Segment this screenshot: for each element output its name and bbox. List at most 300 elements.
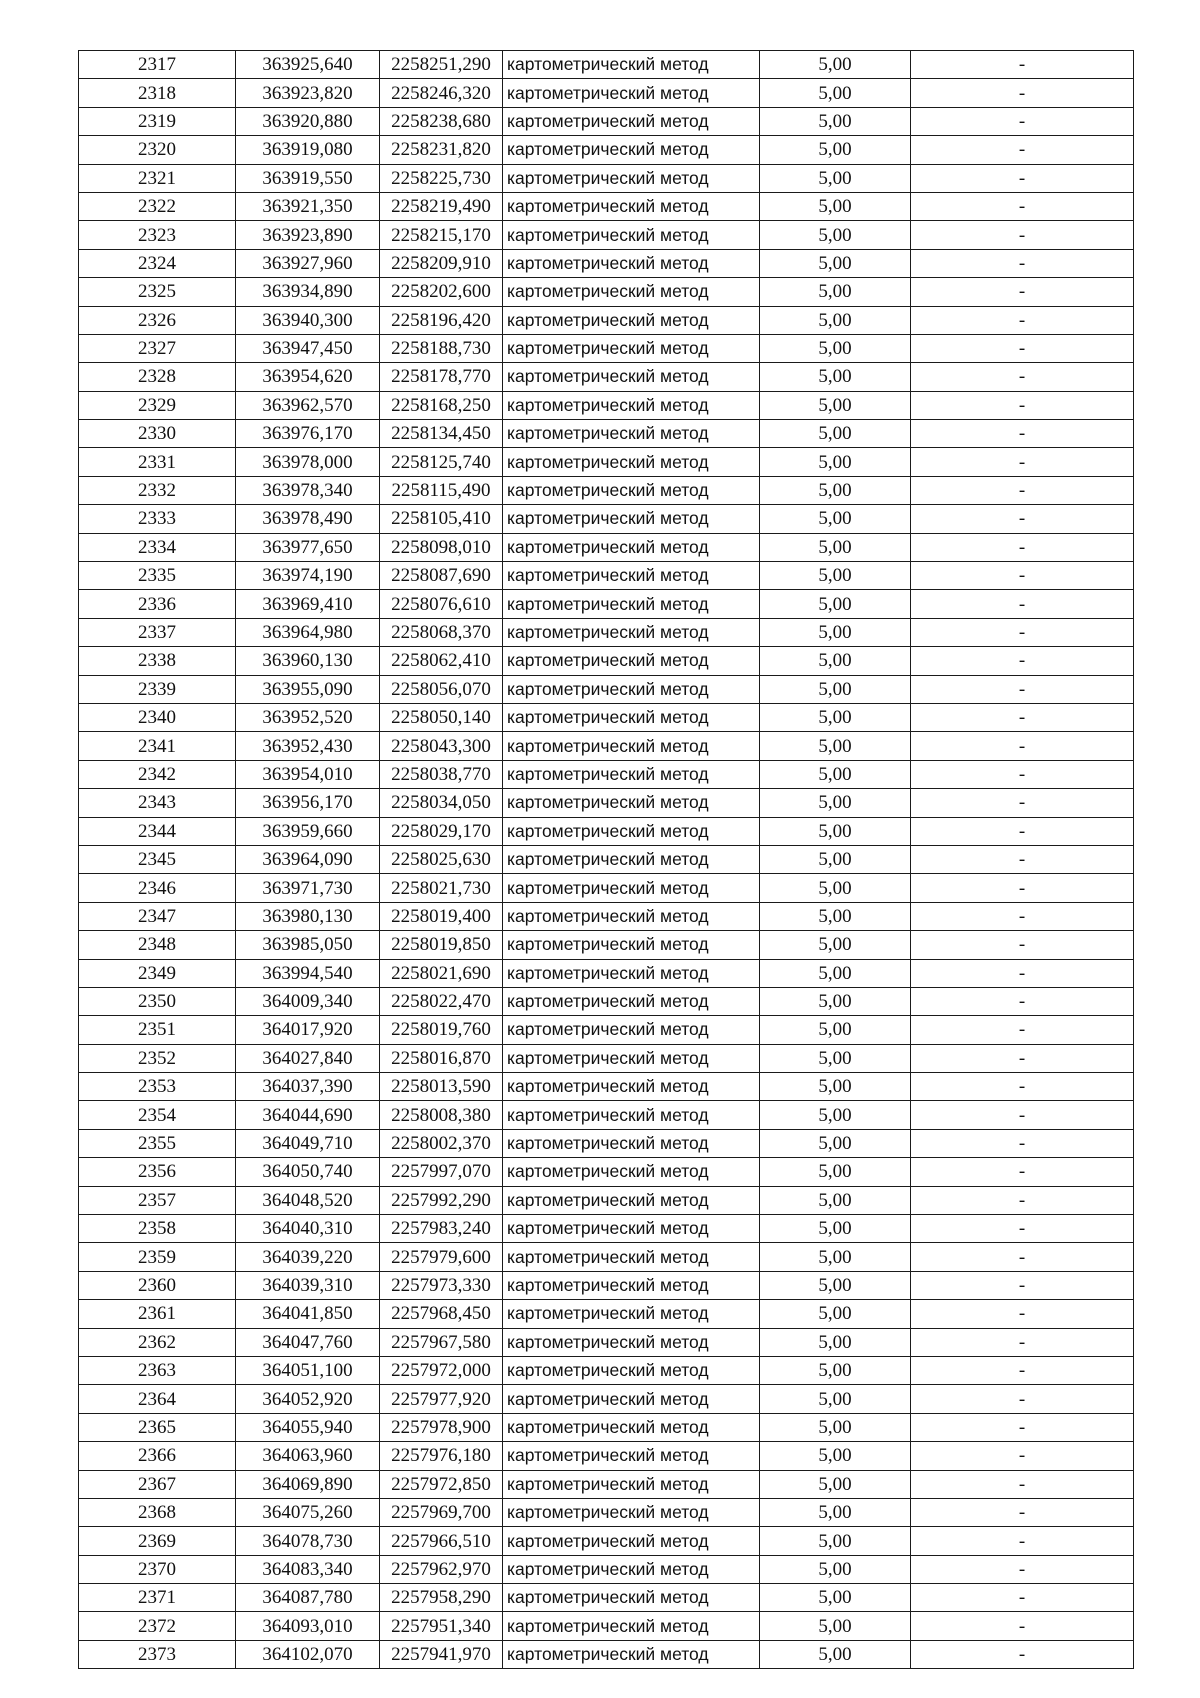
x-coordinate-cell: 363940,300: [236, 306, 380, 334]
method-cell: картометрический метод: [503, 817, 760, 845]
y-coordinate-cell: 2257967,580: [380, 1328, 503, 1356]
point-number-cell: 2343: [79, 789, 236, 817]
x-coordinate-cell: 364083,340: [236, 1555, 380, 1583]
note-cell: -: [911, 192, 1134, 220]
note-cell: -: [911, 1470, 1134, 1498]
point-number-cell: 2336: [79, 590, 236, 618]
accuracy-cell: 5,00: [760, 1442, 911, 1470]
x-coordinate-cell: 363919,550: [236, 164, 380, 192]
accuracy-cell: 5,00: [760, 1243, 911, 1271]
y-coordinate-cell: 2258016,870: [380, 1044, 503, 1072]
accuracy-cell: 5,00: [760, 334, 911, 362]
coordinates-table: [78, 50, 1134, 1669]
note-cell: -: [911, 703, 1134, 731]
accuracy-cell: 5,00: [760, 1158, 911, 1186]
y-coordinate-cell: 2258168,250: [380, 391, 503, 419]
y-coordinate-cell: 2258013,590: [380, 1073, 503, 1101]
table-row: [79, 1158, 1134, 1186]
point-number-cell: 2341: [79, 732, 236, 760]
x-coordinate-cell: 363919,080: [236, 136, 380, 164]
y-coordinate-cell: 2257976,180: [380, 1442, 503, 1470]
note-cell: -: [911, 533, 1134, 561]
table-row: [79, 476, 1134, 504]
y-coordinate-cell: 2258098,010: [380, 533, 503, 561]
y-coordinate-cell: 2258225,730: [380, 164, 503, 192]
table-body: [79, 51, 1134, 1669]
note-cell: -: [911, 1498, 1134, 1526]
x-coordinate-cell: 364093,010: [236, 1612, 380, 1640]
note-cell: -: [911, 902, 1134, 930]
x-coordinate-cell: 364075,260: [236, 1498, 380, 1526]
note-cell: -: [911, 249, 1134, 277]
note-cell: -: [911, 1044, 1134, 1072]
method-cell: картометрический метод: [503, 221, 760, 249]
method-cell: картометрический метод: [503, 1498, 760, 1526]
y-coordinate-cell: 2258034,050: [380, 789, 503, 817]
method-cell: картометрический метод: [503, 79, 760, 107]
y-coordinate-cell: 2258019,850: [380, 931, 503, 959]
table-row: [79, 732, 1134, 760]
y-coordinate-cell: 2258125,740: [380, 448, 503, 476]
point-number-cell: 2356: [79, 1158, 236, 1186]
note-cell: -: [911, 334, 1134, 362]
point-number-cell: 2326: [79, 306, 236, 334]
accuracy-cell: 5,00: [760, 1555, 911, 1583]
y-coordinate-cell: 2258019,400: [380, 902, 503, 930]
table-row: [79, 249, 1134, 277]
table-row: [79, 79, 1134, 107]
y-coordinate-cell: 2258021,690: [380, 959, 503, 987]
note-cell: -: [911, 1442, 1134, 1470]
table-row: [79, 1584, 1134, 1612]
x-coordinate-cell: 364069,890: [236, 1470, 380, 1498]
note-cell: -: [911, 1158, 1134, 1186]
note-cell: -: [911, 448, 1134, 476]
note-cell: -: [911, 164, 1134, 192]
point-number-cell: 2328: [79, 363, 236, 391]
note-cell: -: [911, 476, 1134, 504]
point-number-cell: 2319: [79, 107, 236, 135]
table-row: [79, 1186, 1134, 1214]
table-row: [79, 334, 1134, 362]
note-cell: -: [911, 79, 1134, 107]
accuracy-cell: 5,00: [760, 164, 911, 192]
y-coordinate-cell: 2258076,610: [380, 590, 503, 618]
note-cell: -: [911, 51, 1134, 79]
accuracy-cell: 5,00: [760, 647, 911, 675]
point-number-cell: 2318: [79, 79, 236, 107]
accuracy-cell: 5,00: [760, 732, 911, 760]
y-coordinate-cell: 2258238,680: [380, 107, 503, 135]
method-cell: картометрический метод: [503, 590, 760, 618]
x-coordinate-cell: 364063,960: [236, 1442, 380, 1470]
x-coordinate-cell: 363969,410: [236, 590, 380, 618]
point-number-cell: 2335: [79, 562, 236, 590]
y-coordinate-cell: 2257951,340: [380, 1612, 503, 1640]
table-row: [79, 306, 1134, 334]
method-cell: картометрический метод: [503, 476, 760, 504]
x-coordinate-cell: 363964,090: [236, 845, 380, 873]
method-cell: картометрический метод: [503, 1584, 760, 1612]
y-coordinate-cell: 2258178,770: [380, 363, 503, 391]
x-coordinate-cell: 364044,690: [236, 1101, 380, 1129]
x-coordinate-cell: 363977,650: [236, 533, 380, 561]
point-number-cell: 2352: [79, 1044, 236, 1072]
accuracy-cell: 5,00: [760, 618, 911, 646]
note-cell: -: [911, 1186, 1134, 1214]
point-number-cell: 2324: [79, 249, 236, 277]
accuracy-cell: 5,00: [760, 1215, 911, 1243]
table-row: [79, 590, 1134, 618]
method-cell: картометрический метод: [503, 618, 760, 646]
accuracy-cell: 5,00: [760, 703, 911, 731]
y-coordinate-cell: 2257969,700: [380, 1498, 503, 1526]
note-cell: -: [911, 136, 1134, 164]
accuracy-cell: 5,00: [760, 51, 911, 79]
accuracy-cell: 5,00: [760, 363, 911, 391]
accuracy-cell: 5,00: [760, 1016, 911, 1044]
y-coordinate-cell: 2258068,370: [380, 618, 503, 646]
accuracy-cell: 5,00: [760, 590, 911, 618]
y-coordinate-cell: 2258062,410: [380, 647, 503, 675]
y-coordinate-cell: 2258021,730: [380, 874, 503, 902]
point-number-cell: 2345: [79, 845, 236, 873]
accuracy-cell: 5,00: [760, 278, 911, 306]
x-coordinate-cell: 363971,730: [236, 874, 380, 902]
y-coordinate-cell: 2257962,970: [380, 1555, 503, 1583]
note-cell: -: [911, 1101, 1134, 1129]
point-number-cell: 2349: [79, 959, 236, 987]
accuracy-cell: 5,00: [760, 249, 911, 277]
x-coordinate-cell: 364087,780: [236, 1584, 380, 1612]
method-cell: картометрический метод: [503, 1640, 760, 1668]
method-cell: картометрический метод: [503, 278, 760, 306]
point-number-cell: 2346: [79, 874, 236, 902]
method-cell: картометрический метод: [503, 1271, 760, 1299]
method-cell: картометрический метод: [503, 1073, 760, 1101]
accuracy-cell: 5,00: [760, 675, 911, 703]
table-row: [79, 1101, 1134, 1129]
y-coordinate-cell: 2257973,330: [380, 1271, 503, 1299]
note-cell: -: [911, 1555, 1134, 1583]
accuracy-cell: 5,00: [760, 79, 911, 107]
method-cell: картометрический метод: [503, 1385, 760, 1413]
x-coordinate-cell: 363952,430: [236, 732, 380, 760]
accuracy-cell: 5,00: [760, 1413, 911, 1441]
note-cell: -: [911, 1413, 1134, 1441]
note-cell: -: [911, 1243, 1134, 1271]
point-number-cell: 2331: [79, 448, 236, 476]
table-row: [79, 505, 1134, 533]
note-cell: -: [911, 391, 1134, 419]
point-number-cell: 2322: [79, 192, 236, 220]
x-coordinate-cell: 364078,730: [236, 1527, 380, 1555]
x-coordinate-cell: 363994,540: [236, 959, 380, 987]
method-cell: картометрический метод: [503, 562, 760, 590]
accuracy-cell: 5,00: [760, 306, 911, 334]
x-coordinate-cell: 364017,920: [236, 1016, 380, 1044]
point-number-cell: 2321: [79, 164, 236, 192]
point-number-cell: 2333: [79, 505, 236, 533]
table-row: [79, 618, 1134, 646]
x-coordinate-cell: 363925,640: [236, 51, 380, 79]
method-cell: картометрический метод: [503, 1470, 760, 1498]
y-coordinate-cell: 2258251,290: [380, 51, 503, 79]
x-coordinate-cell: 363954,620: [236, 363, 380, 391]
y-coordinate-cell: 2257958,290: [380, 1584, 503, 1612]
table-row: [79, 703, 1134, 731]
accuracy-cell: 5,00: [760, 192, 911, 220]
method-cell: картометрический метод: [503, 1243, 760, 1271]
point-number-cell: 2354: [79, 1101, 236, 1129]
point-number-cell: 2327: [79, 334, 236, 362]
method-cell: картометрический метод: [503, 1442, 760, 1470]
point-number-cell: 2330: [79, 420, 236, 448]
method-cell: картометрический метод: [503, 391, 760, 419]
x-coordinate-cell: 363974,190: [236, 562, 380, 590]
method-cell: картометрический метод: [503, 789, 760, 817]
note-cell: -: [911, 1073, 1134, 1101]
x-coordinate-cell: 364009,340: [236, 987, 380, 1015]
accuracy-cell: 5,00: [760, 1101, 911, 1129]
note-cell: -: [911, 221, 1134, 249]
note-cell: -: [911, 760, 1134, 788]
note-cell: -: [911, 1016, 1134, 1044]
x-coordinate-cell: 364048,520: [236, 1186, 380, 1214]
table-row: [79, 1044, 1134, 1072]
method-cell: картометрический метод: [503, 732, 760, 760]
accuracy-cell: 5,00: [760, 931, 911, 959]
accuracy-cell: 5,00: [760, 1044, 911, 1072]
method-cell: картометрический метод: [503, 1101, 760, 1129]
table-row: [79, 221, 1134, 249]
point-number-cell: 2338: [79, 647, 236, 675]
point-number-cell: 2365: [79, 1413, 236, 1441]
method-cell: картометрический метод: [503, 1612, 760, 1640]
x-coordinate-cell: 363976,170: [236, 420, 380, 448]
point-number-cell: 2325: [79, 278, 236, 306]
table-row: [79, 420, 1134, 448]
x-coordinate-cell: 363920,880: [236, 107, 380, 135]
x-coordinate-cell: 363978,000: [236, 448, 380, 476]
point-number-cell: 2360: [79, 1271, 236, 1299]
method-cell: картометрический метод: [503, 1300, 760, 1328]
table-row: [79, 1413, 1134, 1441]
y-coordinate-cell: 2258050,140: [380, 703, 503, 731]
accuracy-cell: 5,00: [760, 1498, 911, 1526]
y-coordinate-cell: 2257997,070: [380, 1158, 503, 1186]
table-row: [79, 1356, 1134, 1384]
table-row: [79, 533, 1134, 561]
point-number-cell: 2368: [79, 1498, 236, 1526]
accuracy-cell: 5,00: [760, 221, 911, 249]
y-coordinate-cell: 2258115,490: [380, 476, 503, 504]
y-coordinate-cell: 2257966,510: [380, 1527, 503, 1555]
method-cell: картометрический метод: [503, 1555, 760, 1583]
point-number-cell: 2363: [79, 1356, 236, 1384]
y-coordinate-cell: 2258215,170: [380, 221, 503, 249]
method-cell: картометрический метод: [503, 845, 760, 873]
table-row: [79, 959, 1134, 987]
point-number-cell: 2317: [79, 51, 236, 79]
table-row: [79, 760, 1134, 788]
method-cell: картометрический метод: [503, 1186, 760, 1214]
x-coordinate-cell: 364051,100: [236, 1356, 380, 1384]
table-row: [79, 1470, 1134, 1498]
accuracy-cell: 5,00: [760, 1271, 911, 1299]
method-cell: картометрический метод: [503, 760, 760, 788]
accuracy-cell: 5,00: [760, 874, 911, 902]
point-number-cell: 2351: [79, 1016, 236, 1044]
method-cell: картометрический метод: [503, 51, 760, 79]
point-number-cell: 2361: [79, 1300, 236, 1328]
table-row: [79, 1498, 1134, 1526]
note-cell: -: [911, 1356, 1134, 1384]
note-cell: -: [911, 107, 1134, 135]
point-number-cell: 2355: [79, 1129, 236, 1157]
y-coordinate-cell: 2258022,470: [380, 987, 503, 1015]
note-cell: -: [911, 1612, 1134, 1640]
accuracy-cell: 5,00: [760, 1470, 911, 1498]
method-cell: картометрический метод: [503, 505, 760, 533]
table-row: [79, 845, 1134, 873]
x-coordinate-cell: 364102,070: [236, 1640, 380, 1668]
y-coordinate-cell: 2257972,850: [380, 1470, 503, 1498]
x-coordinate-cell: 363927,960: [236, 249, 380, 277]
point-number-cell: 2370: [79, 1555, 236, 1583]
table-row: [79, 1385, 1134, 1413]
point-number-cell: 2358: [79, 1215, 236, 1243]
y-coordinate-cell: 2258202,600: [380, 278, 503, 306]
x-coordinate-cell: 363960,130: [236, 647, 380, 675]
table-row: [79, 789, 1134, 817]
x-coordinate-cell: 364040,310: [236, 1215, 380, 1243]
method-cell: картометрический метод: [503, 1413, 760, 1441]
note-cell: -: [911, 306, 1134, 334]
table-row: [79, 1243, 1134, 1271]
method-cell: картометрический метод: [503, 334, 760, 362]
point-number-cell: 2373: [79, 1640, 236, 1668]
y-coordinate-cell: 2258196,420: [380, 306, 503, 334]
note-cell: -: [911, 732, 1134, 760]
table-row: [79, 647, 1134, 675]
accuracy-cell: 5,00: [760, 533, 911, 561]
note-cell: -: [911, 675, 1134, 703]
x-coordinate-cell: 364039,310: [236, 1271, 380, 1299]
accuracy-cell: 5,00: [760, 448, 911, 476]
x-coordinate-cell: 363921,350: [236, 192, 380, 220]
method-cell: картометрический метод: [503, 249, 760, 277]
y-coordinate-cell: 2258219,490: [380, 192, 503, 220]
accuracy-cell: 5,00: [760, 391, 911, 419]
point-number-cell: 2367: [79, 1470, 236, 1498]
method-cell: картометрический метод: [503, 1129, 760, 1157]
table-row: [79, 1129, 1134, 1157]
x-coordinate-cell: 364027,840: [236, 1044, 380, 1072]
y-coordinate-cell: 2257941,970: [380, 1640, 503, 1668]
x-coordinate-cell: 363962,570: [236, 391, 380, 419]
note-cell: -: [911, 1584, 1134, 1612]
point-number-cell: 2323: [79, 221, 236, 249]
table-row: [79, 1527, 1134, 1555]
note-cell: -: [911, 505, 1134, 533]
accuracy-cell: 5,00: [760, 817, 911, 845]
method-cell: картометрический метод: [503, 363, 760, 391]
note-cell: -: [911, 931, 1134, 959]
x-coordinate-cell: 363954,010: [236, 760, 380, 788]
note-cell: -: [911, 845, 1134, 873]
method-cell: картометрический метод: [503, 533, 760, 561]
method-cell: картометрический метод: [503, 420, 760, 448]
point-number-cell: 2348: [79, 931, 236, 959]
accuracy-cell: 5,00: [760, 1073, 911, 1101]
table-row: [79, 1271, 1134, 1299]
accuracy-cell: 5,00: [760, 1584, 911, 1612]
accuracy-cell: 5,00: [760, 1300, 911, 1328]
x-coordinate-cell: 364052,920: [236, 1385, 380, 1413]
table-row: [79, 107, 1134, 135]
point-number-cell: 2369: [79, 1527, 236, 1555]
y-coordinate-cell: 2257972,000: [380, 1356, 503, 1384]
accuracy-cell: 5,00: [760, 959, 911, 987]
y-coordinate-cell: 2257992,290: [380, 1186, 503, 1214]
table-row: [79, 675, 1134, 703]
accuracy-cell: 5,00: [760, 1640, 911, 1668]
method-cell: картометрический метод: [503, 931, 760, 959]
table-row: [79, 164, 1134, 192]
table-row: [79, 448, 1134, 476]
y-coordinate-cell: 2258105,410: [380, 505, 503, 533]
note-cell: -: [911, 590, 1134, 618]
point-number-cell: 2334: [79, 533, 236, 561]
method-cell: картометрический метод: [503, 136, 760, 164]
accuracy-cell: 5,00: [760, 1527, 911, 1555]
accuracy-cell: 5,00: [760, 505, 911, 533]
point-number-cell: 2339: [79, 675, 236, 703]
method-cell: картометрический метод: [503, 1328, 760, 1356]
note-cell: -: [911, 987, 1134, 1015]
x-coordinate-cell: 363985,050: [236, 931, 380, 959]
note-cell: -: [911, 1328, 1134, 1356]
table-row: [79, 136, 1134, 164]
table-row: [79, 1555, 1134, 1583]
y-coordinate-cell: 2258056,070: [380, 675, 503, 703]
note-cell: -: [911, 1271, 1134, 1299]
x-coordinate-cell: 363934,890: [236, 278, 380, 306]
point-number-cell: 2366: [79, 1442, 236, 1470]
method-cell: картометрический метод: [503, 1158, 760, 1186]
accuracy-cell: 5,00: [760, 987, 911, 1015]
method-cell: картометрический метод: [503, 987, 760, 1015]
accuracy-cell: 5,00: [760, 136, 911, 164]
table-row: [79, 931, 1134, 959]
table-row: [79, 1300, 1134, 1328]
y-coordinate-cell: 2257979,600: [380, 1243, 503, 1271]
y-coordinate-cell: 2258209,910: [380, 249, 503, 277]
table-row: [79, 278, 1134, 306]
note-cell: -: [911, 959, 1134, 987]
method-cell: картометрический метод: [503, 647, 760, 675]
method-cell: картометрический метод: [503, 959, 760, 987]
point-number-cell: 2347: [79, 902, 236, 930]
accuracy-cell: 5,00: [760, 562, 911, 590]
accuracy-cell: 5,00: [760, 1186, 911, 1214]
x-coordinate-cell: 363947,450: [236, 334, 380, 362]
method-cell: картометрический метод: [503, 1215, 760, 1243]
method-cell: картометрический метод: [503, 107, 760, 135]
table-row: [79, 192, 1134, 220]
note-cell: -: [911, 647, 1134, 675]
